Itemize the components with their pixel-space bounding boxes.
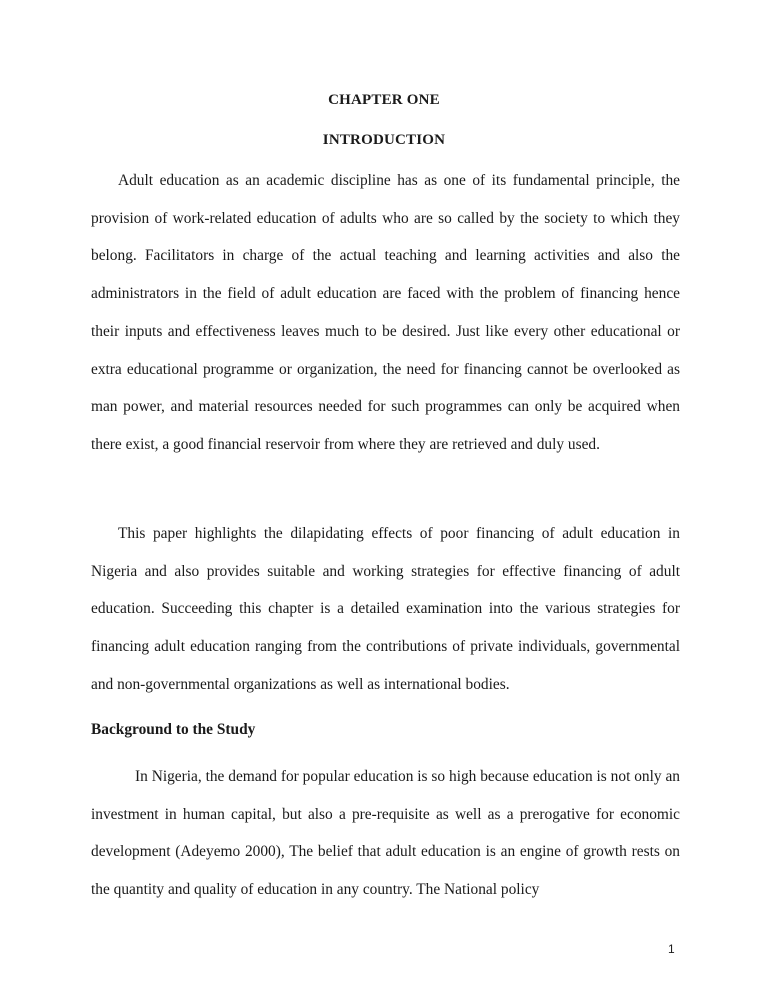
- subheading-background: Background to the Study: [91, 721, 256, 738]
- paragraph-background-text: In Nigeria, the demand for popular education is so high because education is not only an investment in human capital, but also a pre-requisite as well as a prerogative for economic development (Adeyemo 2000), The belief that adult education is an engine of growth rests on the quantity and quality of education in any country. The National policy: [91, 768, 680, 899]
- page-number: 1: [668, 942, 675, 956]
- paragraph-scope-text: This paper highlights the dilapidating effects of poor financing of adult education in Nigeria and also provides suitable and working strategies for effective financing of adult education. Succeeding this chapter is a detailed examination into the various strategies for financing adult education ranging from the contributions of private individuals, governmental and non-governmental organizations as well as international bodies.: [91, 525, 680, 693]
- paragraph-intro: [91, 162, 680, 464]
- section-title: INTRODUCTION: [322, 132, 446, 148]
- paragraph-scope: [91, 515, 680, 704]
- paragraph-intro-text: Adult education as an academic discipline has as one of its fundamental principle, the provision of work-related education of adults who are so called by the society to which they belong. Facilitators in charge of the actual teaching and learning activities and also the administrators in the field of adult education are faced with the problem of financing hence their inputs and effectiveness leaves much to be desired. Just like every other educational or extra educational programme or organization, the need for financing cannot be overlooked as man power, and material resources needed for such programmes can only be acquired when there exist, a good financial reservoir from where they are retrieved and duly used.: [91, 172, 680, 453]
- paragraph-background: [91, 758, 680, 909]
- chapter-label: CHAPTER ONE: [328, 92, 440, 108]
